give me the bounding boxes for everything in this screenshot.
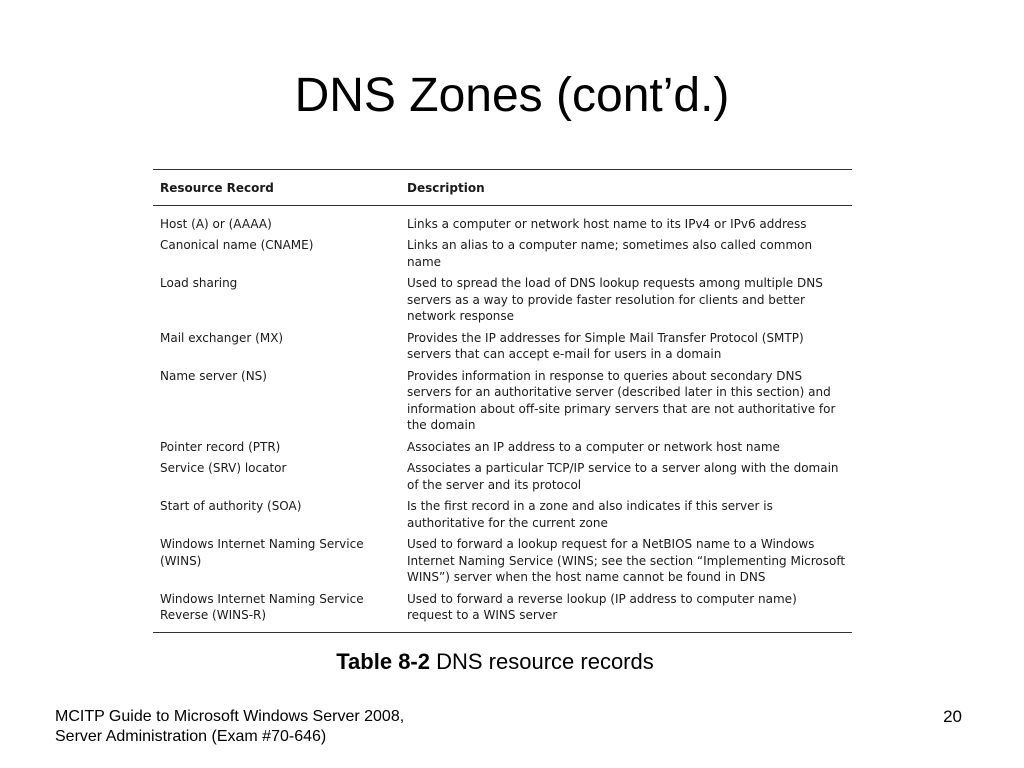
record-description: Is the first record in a zone and also indicates if this server is authoritative for the current zone: [407, 499, 773, 530]
table-row: [153, 368, 852, 439]
record-description: Associates a particular TCP/IP service to a server along with the domain of the server and its protocol: [407, 461, 839, 492]
record-name: Service (SRV) locator: [160, 461, 287, 475]
record-description: Associates an IP address to a computer or network host name: [407, 439, 780, 454]
page-number: 20: [943, 707, 962, 726]
table-row: [153, 498, 852, 536]
table-row: [153, 591, 852, 633]
table-row: [153, 205, 852, 237]
record-description: Used to forward a reverse lookup (IP address to computer name) request to a WINS server: [403, 591, 852, 633]
record-description: Used to spread the load of DNS lookup requests among multiple DNS servers as a way to provide faster resolution for clients and better network response: [407, 276, 823, 323]
record-description: Links a computer or network host name to its IPv4 or IPv6 address: [407, 216, 807, 231]
record-name: Windows Internet Naming Service (WINS): [160, 537, 364, 568]
table-row: [153, 330, 852, 368]
record-name: Pointer record (PTR): [160, 439, 281, 454]
footer-line-2: Server Administration (Exam #70-646): [55, 728, 327, 745]
record-name: Name server (NS): [160, 368, 267, 383]
footer-course-title: [55, 707, 404, 747]
record-name: Host (A) or (AAAA): [160, 216, 272, 231]
record-description: Provides the IP addresses for Simple Mail Transfer Protocol (SMTP) servers that can accept e-mail for users in a domain: [407, 330, 804, 361]
record-name: Canonical name (CNAME): [160, 238, 314, 252]
resource-records-table: [153, 169, 852, 633]
table-row: [153, 237, 852, 275]
resource-records-table-container: [153, 169, 852, 633]
table-row: [153, 275, 852, 330]
column-header-description: Description: [403, 170, 852, 206]
footer-line-1: MCITP Guide to Microsoft Windows Server 2008,: [55, 708, 405, 725]
record-name: Load sharing: [160, 276, 238, 290]
record-description: Links an alias to a computer name; sometimes also called common name: [407, 238, 813, 269]
slide-title: DNS Zones (cont’d.): [294, 69, 730, 122]
record-name: Windows Internet Naming Service Reverse (WINS-R): [153, 591, 403, 633]
table-header-row: [153, 170, 852, 206]
record-description: Provides information in response to queries about secondary DNS servers for an authoritative server (described later in this section) and information about off-site primary servers that are not authoritative for the domain: [407, 368, 836, 432]
table-caption: [0, 649, 990, 675]
table-row: [153, 460, 852, 498]
table-caption-number: Table 8-2: [336, 649, 430, 674]
table-caption-text: DNS resource records: [430, 649, 654, 674]
record-description: Used to forward a lookup request for a NetBIOS name to a Windows Internet Naming Service (WINS; see the section “Implementing Microsoft WINS”) server when the host name cannot be found in DNS: [407, 537, 846, 584]
column-header-resource-record: Resource Record: [153, 170, 403, 206]
record-name: Start of authority (SOA): [160, 499, 302, 513]
record-name: Mail exchanger (MX): [160, 330, 284, 345]
table-row: [153, 439, 852, 461]
table-row: [153, 536, 852, 591]
